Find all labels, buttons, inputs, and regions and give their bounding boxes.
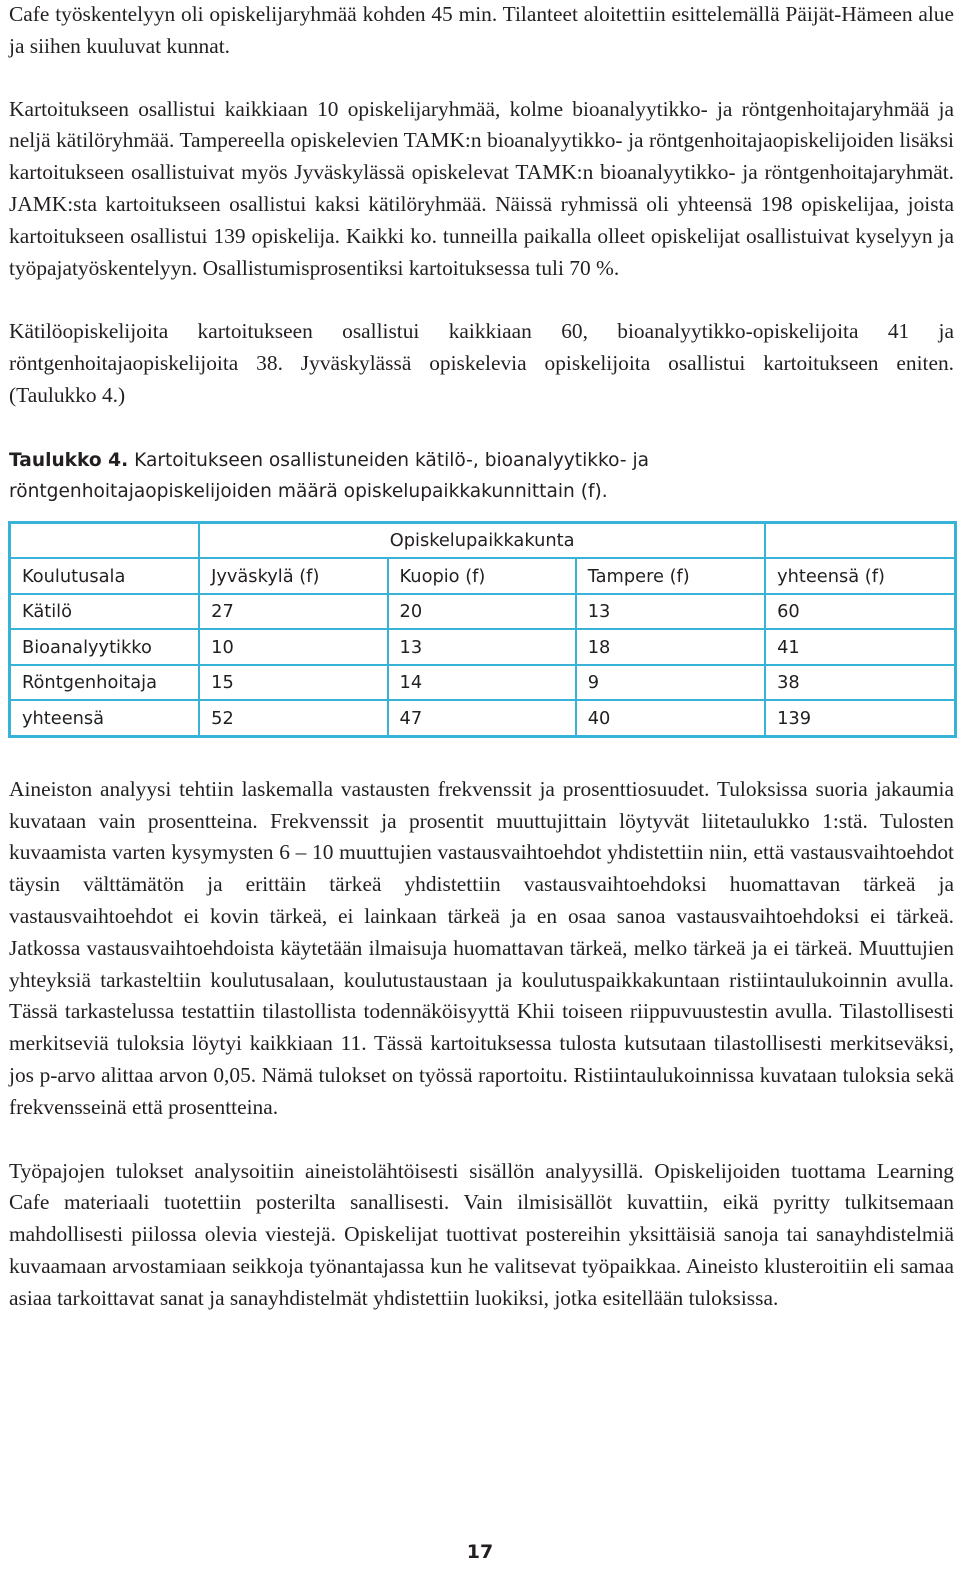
- table-cell: Röntgenhoitaja: [10, 665, 200, 701]
- table-header-row: [10, 558, 956, 594]
- table-caption-text: Kartoitukseen osallistuneiden kätilö-, bioanalyytikko- ja röntgenhoitajaopiskelijoiden määrä opiskelupaikkakunnittain (f).: [9, 449, 650, 502]
- table-header-cell: yhteensä (f): [765, 558, 955, 594]
- table-header-cell: Kuopio (f): [388, 558, 576, 594]
- table-empty-corner-cell: [10, 522, 200, 558]
- table-cell: 41: [765, 629, 955, 665]
- table-cell: 13: [576, 594, 765, 630]
- table-cell: 38: [765, 665, 955, 701]
- table-cell: 10: [199, 629, 387, 665]
- table-cell: 52: [199, 700, 387, 736]
- paragraph-participants: Kartoitukseen osallistui kaikkiaan 10 opiskelijaryhmää, kolme bioanalyytikko- ja röntgenhoitajaryhmää ja neljä kätilöryhmää. Tampereella opiskelevien TAMK:n bioanalyytikko- ja röntgenhoitajaopiskelijoiden lisäksi kartoitukseen osallistuivat myös Jyväskylässä opiskelevat TAMK:n bioanalyytikko- ja röntgenhoitajaryhmät. JAMK:sta kartoitukseen osallistui kaksi kätilöryhmää. Näissä ryhmissä oli yhteensä 198 opiskelijaa, joista kartoitukseen osallistui 139 opiskelija. Kaikki ko. tunneilla paikalla olleet opiskelijat osallistuivat kyselyyn ja työpajatyöskentelyyn. Osallistumisprosentiksi kartoituksessa tuli 70 %.: [9, 96, 954, 280]
- table-header-cell: Jyväskylä (f): [199, 558, 387, 594]
- table-group-header-row: [10, 522, 956, 558]
- participants-table: [8, 521, 957, 738]
- table-row: [10, 665, 956, 701]
- table-cell: 18: [576, 629, 765, 665]
- paragraph-workshop-analysis: Työpajojen tulokset analysoitiin aineistolähtöisesti sisällön analyysillä. Opiskelijoiden tuottama Learning Cafe materiaali tuotettiin posterilta sanallisesti. Vain ilmisisällöt kuvattiin, eikä pyritty tulkitsemaan mahdollisesti piilossa olevia viestejä. Opiskelijat tuottivat postereihin yksittäisiä sanoja tai sanayhdistelmiä kuvaamaan arvostamiaan seikkoja työnantajassa kun he valitsevat työpaikkaa. Aineisto klusteroitiin eli samaa asiaa tarkoittavat sanat ja sanayhdistelmät yhdistettiin luokiksi, jotka esitellään tuloksissa.: [9, 1158, 954, 1310]
- table-cell: Kätilö: [10, 594, 200, 630]
- table-header-cell: Koulutusala: [10, 558, 200, 594]
- table-cell: 20: [388, 594, 576, 630]
- table-cell: 13: [388, 629, 576, 665]
- table-header-cell: Tampere (f): [576, 558, 765, 594]
- table-row: [10, 629, 956, 665]
- table-cell: 14: [388, 665, 576, 701]
- table-row: [10, 594, 956, 630]
- table-caption: [9, 445, 869, 507]
- table-group-header: Opiskelupaikkakunta: [199, 522, 765, 558]
- table-cell: 9: [576, 665, 765, 701]
- paragraph-learning-cafe: Cafe työskentelyyn oli opiskelijaryhmää kohden 45 min. Tilanteet aloitettiin esittelemällä Päijät-Hämeen alue ja siihen kuuluvat kunnat.: [9, 2, 954, 58]
- page-content: [9, 0, 954, 1315]
- table-cell: 27: [199, 594, 387, 630]
- table-cell: Bioanalyytikko: [10, 629, 200, 665]
- table-cell: 15: [199, 665, 387, 701]
- paragraph-analysis-method: Aineiston analyysi tehtiin laskemalla vastausten frekvenssit ja prosenttiosuudet. Tuloksissa suoria jakaumia kuvataan vain prosentteina. Frekvenssit ja prosentit muuttujittain löytyvät liitetaulukko 1:stä. Tulosten kuvaamista varten kysymysten 6 – 10 muuttujien vastausvaihtoehdot yhdistettiin niin, että vastausvaihtoehdot täysin välttämätön ja erittäin tärkeä yhdistettiin vastausvaihtoehdoksi huomattavan tärkeä ja vastausvaihtoehdot ei kovin tärkeä, ei lainkaan tärkeä ja en osaa sanoa vastausvaihtoehdoksi ei tärkeä. Jatkossa vastausvaihtoehdoista käytetään ilmaisuja huomattavan tärkeä, melko tärkeä ja ei tärkeä. Muuttujien yhteyksiä tarkasteltiin koulutusalaan, koulutustaustaan ja koulutuspaikkakuntaan ristiintaulukoinnin avulla. Tässä tarkastelussa testattiin tilastollista todennäköisyyttä Khii toiseen riippuvuustestin avulla. Tilastollisesti merkitseviä tuloksia löytyi kaikkiaan 11. Tässä kartoituksessa tulosta kutsutaan tilastollisesti merkitseväksi, jos p-arvo alittaa arvon 0,05. Nämä tulokset on työssä raportoitu. Ristiintaulukoinnissa kuvataan tuloksia sekä frekvensseinä että prosentteina.: [9, 776, 954, 1119]
- table-cell: 60: [765, 594, 955, 630]
- table-total-row: [10, 700, 956, 736]
- page-number: 17: [466, 1541, 494, 1563]
- table-cell: 47: [388, 700, 576, 736]
- paragraph-participant-counts: Kätilöopiskelijoita kartoitukseen osallistui kaikkiaan 60, bioanalyytikko-opiskelijoita 41 ja röntgenhoitajaopiskelijoita 38. Jyväskylässä opiskelevia opiskelijoita osallistui kartoitukseen eniten. (Taulukko 4.): [9, 319, 954, 407]
- table-empty-header-cell: [765, 522, 955, 558]
- table-caption-label: Taulukko 4.: [9, 449, 129, 471]
- table-cell: 139: [765, 700, 955, 736]
- table-cell: 40: [576, 700, 765, 736]
- table-cell: yhteensä: [10, 700, 200, 736]
